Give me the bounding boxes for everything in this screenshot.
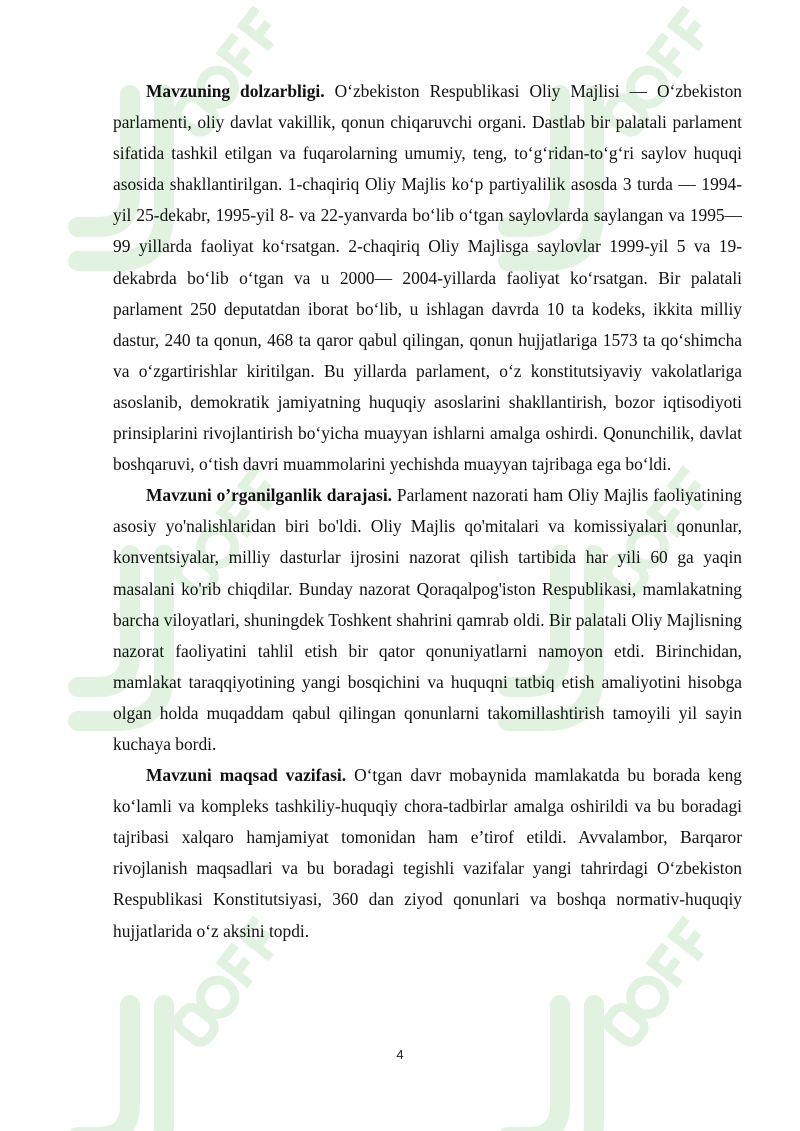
paragraph-text: Parlament nazorati ham Oliy Majlis faoliyatining asosiy yo'nalishlaridan biri bo'ldi. Oliy Majlis qo'mitalari va komissiyalari qonunlar, konventsiyalar, milliy dasturlar ijrosini nazorat qilish tartibida har yili 60 ga yaqin masalani ko'rib chiqdilar. Bunday nazorat Qoraqalpog'iston Respublikasi, mamlakatning barcha viloyatlari, shuningdek Toshkent shahrini qamrab oldi. Bir palatali Oliy Majlisning nazorat faoliyatini tahlil etish bir qator qonuniyatlarni namoyon etdi. Birinchidan, mamlakat taraqqiyotining yangi bosqichini va huquqni tatbiq etish amaliyotini hisobga olgan holda muqaddam qabul qilingan qonunlarni takomillashtirish tamoyili yil sayin kuchaya bordi. xyxy=(113,485,742,754)
paragraph-organilganlik xyxy=(113,480,742,760)
paragraph-heading: Mavzuni o’rganilganlik darajasi. xyxy=(146,485,393,506)
paragraph-dolzarbligi xyxy=(113,76,742,480)
page-number: 4 xyxy=(396,1047,404,1062)
paragraph-heading: Mavzuni maqsad vazifasi. xyxy=(146,765,347,786)
paragraph-text: O‘zbekiston Respublikasi Oliy Majlisi — O‘zbekiston parlamenti, oliy davlat vakillik, qonun chiqaruvchi organi. Dastlab bir palatali parlament sifatida tashkil etilgan va fuqarolarning umumiy, teng, to‘g‘ridan-to‘g‘ri saylov huquqi asosida shakllantirilgan. 1-chaqiriq Oliy Majlis ko‘p partiyalilik asosda 3 turda — 1994-yil 25-dekabr, 1995-yil 8- va 22-yanvarda bo‘lib o‘tgan saylovlarda saylangan va 1995—99 yillarda faoliyat ko‘rsatgan. 2-chaqiriq Oliy Majlisga saylovlar 1999-yil 5 va 19-dekabrda bo‘lib o‘tgan va u 2000— 2004-yillarda faoliyat ko‘rsatgan. Bir palatali parlament 250 deputatdan iborat bo‘lib, u ishlagan davrda 10 ta kodeks, ikkita milliy dastur, 240 ta qonun, 468 ta qaror qabul qilingan, qonun hujjatlariga 1573 ta qo‘shimcha va o‘zgartirishlar kiritilgan. Bu yillarda parlament, o‘z konstitutsiyaviy vakolatlariga asoslanib, demokratik jamiyatning huquqiy asoslarini shakllantirish, bozor iqtisodiyoti prinsiplarini rivojlantirish bo‘yicha muayyan ishlarni amalga oshirdi. Qonunchilik, davlat boshqaruvi, o‘tish davri muammolarini yechishda muayyan tajribaga ega bo‘ldi. xyxy=(113,81,742,475)
paragraph-text: O‘tgan davr mobaynida mamlakatda bu borada keng ko‘lamli va kompleks tashkiliy-huquqiy chora-tadbirlar amalga oshirildi va bu boradagi tajribasi xalqaro hamjamiyat tomonidan ham e’tirof etildi. Avvalambor, Barqaror rivojlanish maqsadlari va bu boradagi tegishli vazifalar yangi tahrirdagi O‘zbekiston Respublikasi Konstitutsiyasi, 360 dan ziyod qonunlari va boshqa normativ-huquqiy hujjatlarida o‘z aksini topdi. xyxy=(113,765,742,941)
document-body xyxy=(113,76,742,947)
paragraph-maqsad xyxy=(113,760,742,947)
paragraph-heading: Mavzuning dolzarbligi. xyxy=(146,81,325,101)
